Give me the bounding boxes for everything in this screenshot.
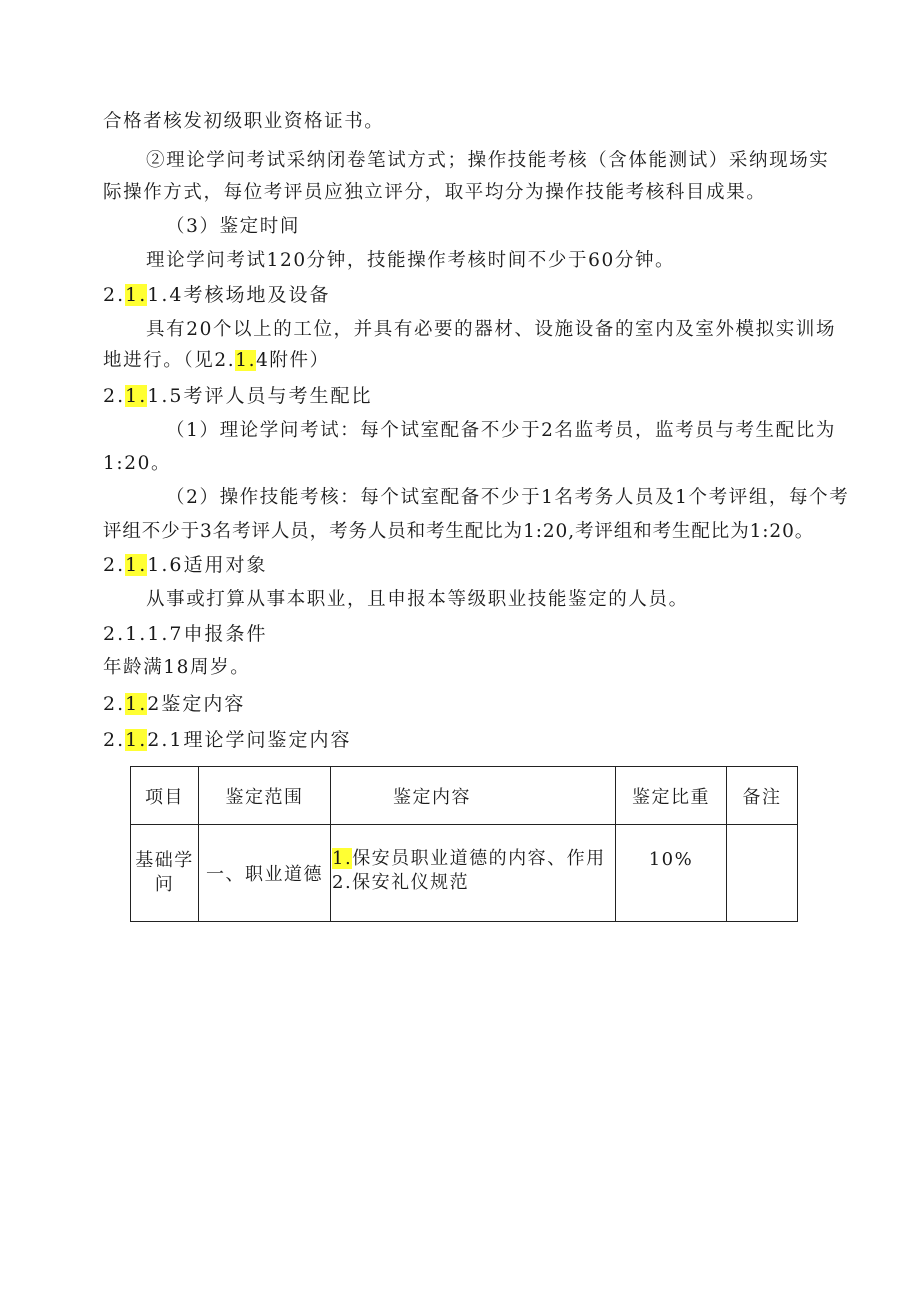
paragraph-line [103, 349, 833, 373]
section-title: 考评人员与考生配比 [183, 385, 373, 407]
paragraph-line: 理论学问考试120分钟，技能操作考核时间不少于60分钟。 [146, 250, 676, 271]
section-title: 鉴定内容 [161, 693, 246, 715]
header-cell-note: 备注 [727, 767, 798, 825]
section-heading [103, 692, 833, 716]
section-number: 2 [147, 693, 162, 715]
header-cell-content: 鉴定内容 [331, 767, 616, 825]
text-span: 地进行。（见2. [103, 350, 236, 371]
section-number: 1.6 [147, 554, 184, 576]
paragraph-line: 年龄满18周岁。 [103, 657, 251, 678]
content-line-2: 2.保安礼仪规范 [332, 872, 470, 893]
section-title: 考核场地及设备 [183, 284, 331, 306]
section-heading [103, 553, 833, 577]
subheading: （3）鉴定时间 [166, 216, 300, 237]
cell-weight: 10% [616, 825, 727, 922]
paragraph-line: 具有20个以上的工位，并具有必要的器材、设施设备的室内及室外模拟实训场 [146, 319, 837, 340]
highlighted-number: 1. [125, 693, 148, 715]
section-number: 1.5 [147, 385, 184, 407]
table-row [131, 825, 798, 922]
section-number: 2. [103, 385, 126, 407]
header-cell-weight: 鉴定比重 [616, 767, 727, 825]
cell-content [331, 825, 616, 922]
highlighted-number: 1. [332, 848, 353, 869]
section-number: 2. [103, 284, 126, 306]
section-heading: 2.1.1.7申报条件 [103, 623, 268, 645]
cell-item [131, 825, 199, 922]
paragraph-line: 1:20。 [103, 453, 172, 474]
paragraph-line: （1）理论学问考试：每个试室配备不少于2名监考员，监考员与考生配比为 [166, 420, 836, 441]
paragraph-line: 从事或打算从事本职业，且申报本等级职业技能鉴定的人员。 [146, 589, 689, 610]
cell-text: 保安员职业道德的内容、作用 [352, 848, 606, 869]
highlighted-number: 1. [125, 385, 148, 407]
highlighted-number: 1. [125, 554, 148, 576]
highlighted-number: 1. [235, 350, 257, 371]
paragraph-line: 合格者核发初级职业资格证书。 [103, 111, 385, 132]
text-span: 4附件） [256, 350, 330, 371]
highlighted-number: 1. [125, 729, 148, 751]
assessment-table [130, 766, 798, 922]
section-number: 1.4 [147, 284, 184, 306]
section-heading [103, 728, 833, 752]
paragraph-line: 评组不少于3名考评人员，考务人员和考生配比为1:20,考评组和考生配比为1:20。 [103, 521, 815, 542]
section-number: 2. [103, 693, 126, 715]
header-cell-item: 项目 [131, 767, 199, 825]
cell-scope: 一、职业道德 [199, 825, 331, 922]
cell-text: 基础学 [135, 850, 194, 871]
header-cell-scope: 鉴定范围 [199, 767, 331, 825]
content-line-1 [331, 847, 615, 871]
paragraph-line: 际操作方式，每位考评员应独立评分，取平均分为操作技能考核科目成果。 [103, 182, 767, 203]
section-heading [103, 283, 833, 307]
section-number: 2. [103, 729, 126, 751]
paragraph-line: ②理论学问考试采纳闭卷笔试方式；操作技能考核（含体能测试）采纳现场实 [146, 150, 830, 171]
table-header-row [131, 767, 798, 825]
paragraph-line: （2）操作技能考核：每个试室配备不少于1名考务人员及1个考评组，每个考 [166, 487, 850, 508]
section-heading [103, 384, 833, 408]
section-number: 2.1 [147, 729, 184, 751]
section-title: 适用对象 [183, 554, 268, 576]
section-number: 2. [103, 554, 126, 576]
section-title: 理论学问鉴定内容 [183, 729, 352, 751]
cell-text: 问 [154, 874, 175, 895]
cell-note [727, 825, 798, 922]
highlighted-number: 1. [125, 284, 148, 306]
